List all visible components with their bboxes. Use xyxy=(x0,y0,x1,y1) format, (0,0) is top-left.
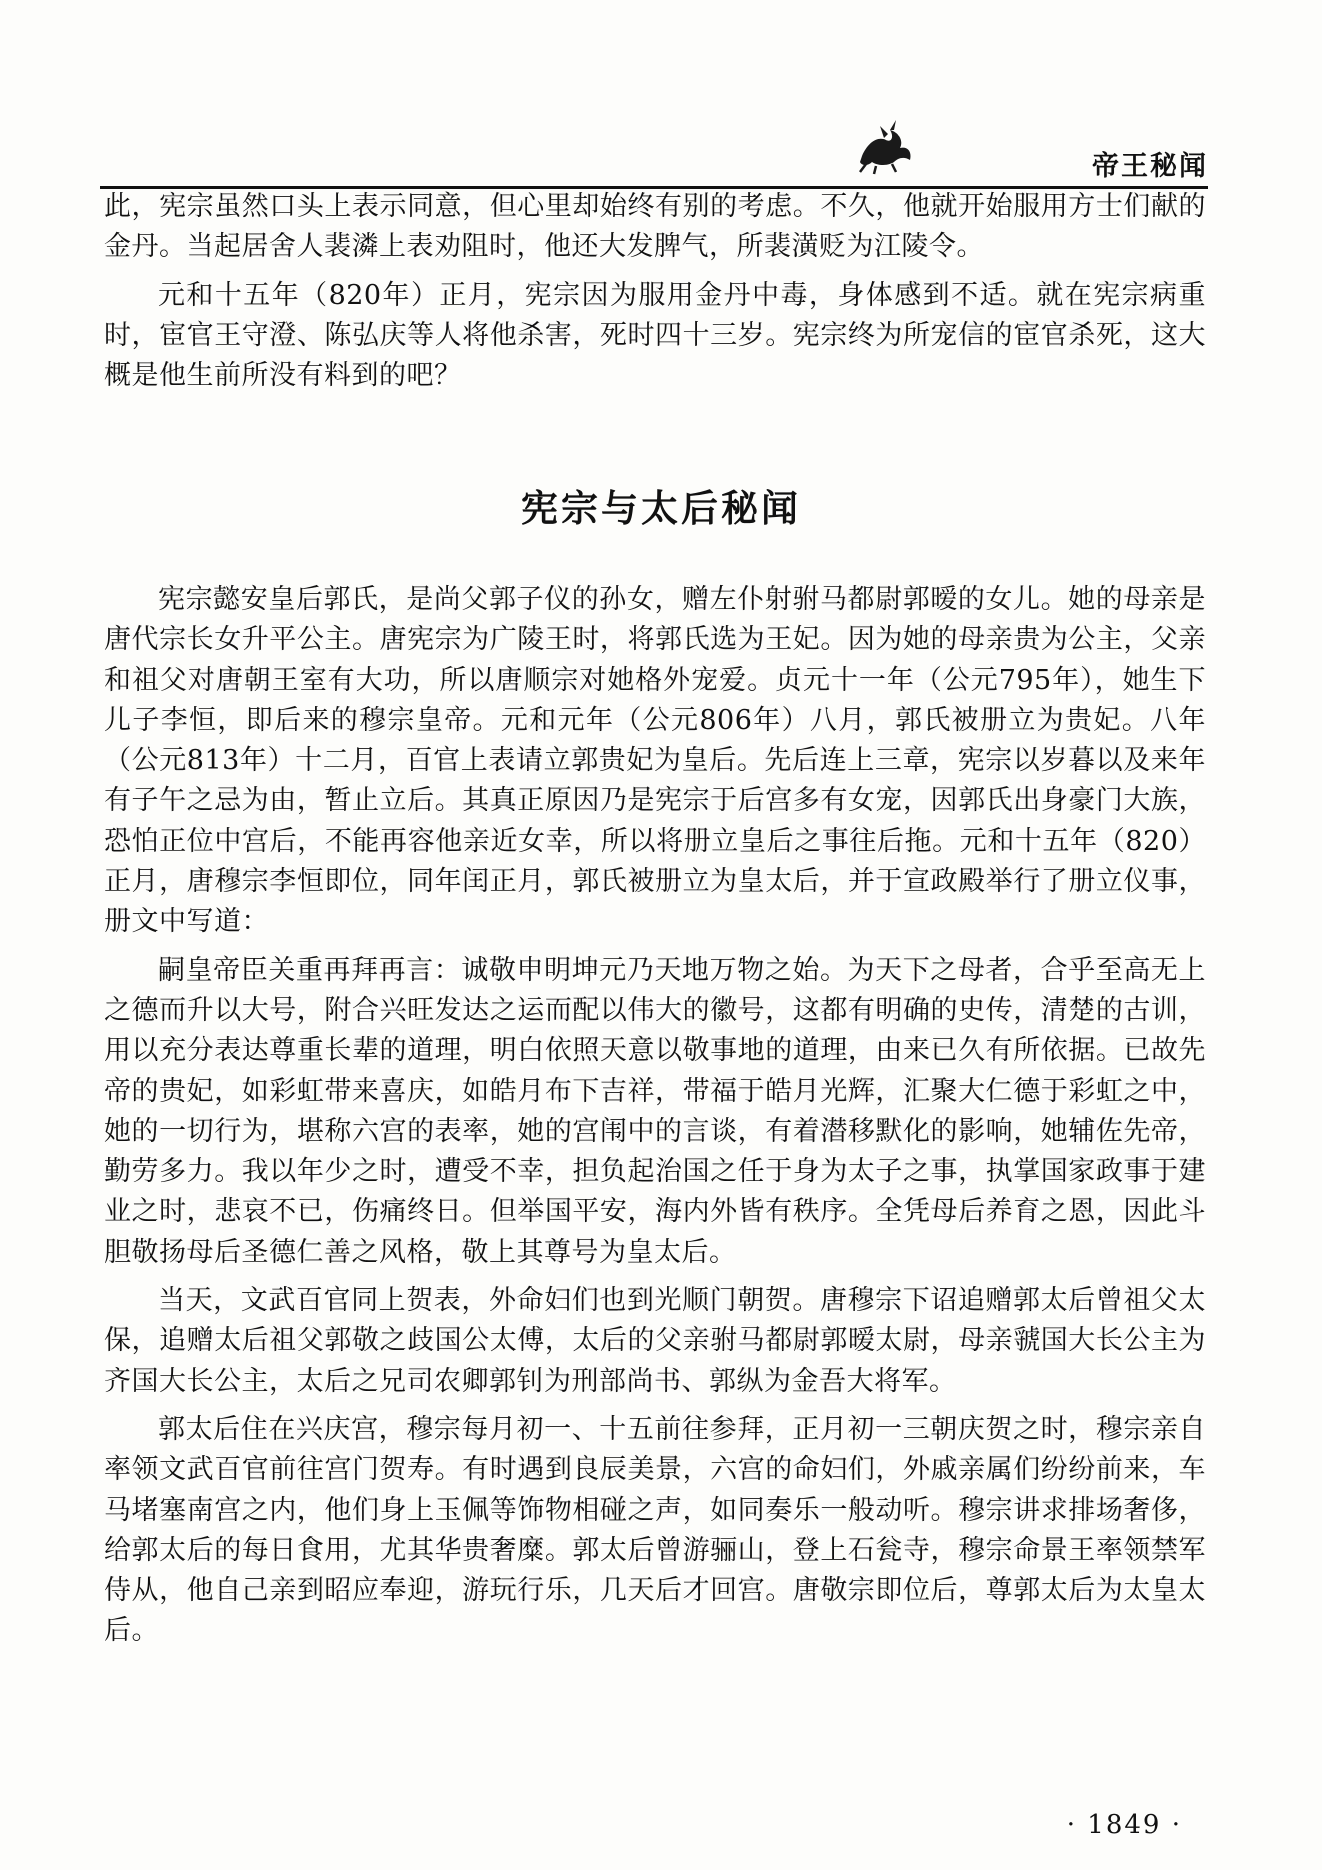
running-title: 帝王秘闻 xyxy=(1092,151,1208,182)
paragraph: 此，宪宗虽然口头上表示同意，但心里却始终有别的考虑。不久，他就开始服用方士们献的金丹。当起居舍人裴潾上表劝阻时，他还大发脾气，所裴潢贬为江陵令。 xyxy=(104,191,1206,263)
paragraph: 郭太后住在兴庆宫，穆宗每月初一、十五前往参拜，正月初一三朝庆贺之时，穆宗亲自率领文武百官前往宫门贺寿。有时遇到良辰美景，六宫的命妇们，外戚亲属们纷纷前来，车马堵塞南宫之内，他们身上玉佩等饰物相碰之声，如同奏乐一般动听。穆宗讲求排场奢侈，给郭太后的每日食用，尤其华贵奢糜。郭太后曾游骊山，登上石瓮寺，穆宗命景王率领禁军侍从，他自己亲到昭应奉迎，游玩行乐，几天后才回宫。唐敬宗即位后，尊郭太后为太皇太后。 xyxy=(104,1413,1206,1647)
paragraph: 嗣皇帝臣关重再拜再言：诚敬申明坤元乃天地万物之始。为天下之母者，合乎至高无上之德而升以大号，附合兴旺发达之运而配以伟大的徽号，这都有明确的史传，清楚的古训，用以充分表达尊重长辈的道理，明白依照天意以敬事地的道理，由来已久有所依据。已故先帝的贵妃，如彩虹带来喜庆，如皓月布下吉祥，带福于皓月光辉，汇聚大仁德于彩虹之中，她的一切行为，堪称六宫的表率，她的宫闱中的言谈，有着潜移默化的影响，她辅佐先帝，勤劳多力。我以年少之时，遭受不幸，担负起治国之任于身为太子之事，执掌国家政事于建业之时，悲哀不已，伤痛终日。但举国平安，海内外皆有秩序。全凭母后养育之恩，因此斗胆敬扬母后圣德仁善之风格，敬上其尊号为皇太后。 xyxy=(104,954,1206,1268)
page-number: · 1849 · xyxy=(1066,1810,1182,1840)
dragon-icon xyxy=(854,112,918,176)
main-text-block xyxy=(104,580,1206,1660)
paragraph: 元和十五年（820年）正月，宪宗因为服用金丹中毒，身体感到不适。就在宪宗病重时，宦官王守澄、陈弘庆等人将他杀害，死时四十三岁。宪宗终为所宠信的宦官杀死，这大概是他生前所没有料到的吧？ xyxy=(104,279,1206,392)
page-header xyxy=(100,112,1208,192)
top-text-block xyxy=(104,187,1206,404)
paragraph: 宪宗懿安皇后郭氏，是尚父郭子仪的孙女，赠左仆射驸马都尉郭暧的女儿。她的母亲是唐代宗长女升平公主。唐宪宗为广陵王时，将郭氏选为王妃。因为她的母亲贵为公主，父亲和祖父对唐朝王室有大功，所以唐顺宗对她格外宠爱。贞元十一年（公元795年），她生下儿子李恒，即后来的穆宗皇帝。元和元年（公元806年）八月，郭氏被册立为贵妃。八年（公元813年）十二月，百官上表请立郭贵妃为皇后。先后连上三章，宪宗以岁暮以及来年有子午之忌为由，暂止立后。其真正原因乃是宪宗于后宫多有女宠，因郭氏出身豪门大族，恐怕正位中宫后，不能再容他亲近女幸，所以将册立皇后之事往后拖。元和十五年（820）正月，唐穆宗李恒即位，同年闰正月，郭氏被册立为皇太后，并于宣政殿举行了册立仪事，册文中写道： xyxy=(104,584,1206,938)
section-title: 宪宗与太后秘闻 xyxy=(521,487,801,530)
paragraph: 当天，文武百官同上贺表，外命妇们也到光顺门朝贺。唐穆宗下诏追赠郭太后曾祖父太保，追赠太后祖父郭敬之歧国公太傅，太后的父亲驸马都尉郭暧太尉，母亲虢国大长公主为齐国大长公主，太后之兄司农卿郭钊为刑部尚书、郭纵为金吾大将军。 xyxy=(104,1285,1206,1397)
